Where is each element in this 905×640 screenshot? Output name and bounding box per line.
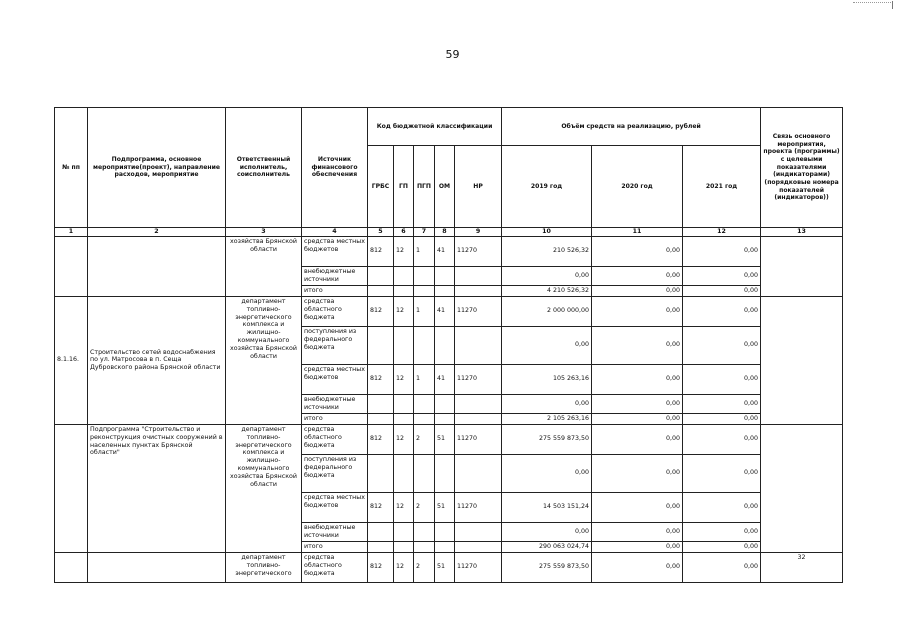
row-executor: хозяйства Брянской области bbox=[226, 236, 302, 296]
code-gp bbox=[394, 394, 414, 413]
code-grbs bbox=[368, 326, 394, 364]
code-grbs bbox=[368, 394, 394, 413]
column-number: 4 bbox=[302, 228, 368, 237]
header-2019: 2019 год bbox=[502, 146, 592, 228]
amount-2021: 0,00 bbox=[683, 266, 761, 285]
code-nr: 11270 bbox=[455, 364, 502, 394]
code-pgp bbox=[414, 454, 435, 492]
code-nr bbox=[455, 266, 502, 285]
column-number: 5 bbox=[368, 228, 394, 237]
column-number: 10 bbox=[502, 228, 592, 237]
header-link: Связь основного мероприятия, проекта (программы) с целевыми показателями (индикаторами) (порядковые номера показателей (индикаторов)) bbox=[761, 108, 843, 228]
code-om: 51 bbox=[435, 492, 455, 522]
code-pgp bbox=[414, 266, 435, 285]
header-2020: 2020 год bbox=[592, 146, 683, 228]
code-grbs: 812 bbox=[368, 492, 394, 522]
code-gp bbox=[394, 285, 414, 296]
amount-2020: 0,00 bbox=[592, 285, 683, 296]
code-nr: 11270 bbox=[455, 296, 502, 326]
header-pgp: ПГП bbox=[414, 146, 435, 228]
amount-2019: 0,00 bbox=[502, 522, 592, 541]
header-nr: НР bbox=[455, 146, 502, 228]
column-number: 1 bbox=[55, 228, 88, 237]
amount-2021: 0,00 bbox=[683, 522, 761, 541]
row-name: Подпрограмма "Строительство и реконструкция очистных сооружений в населенных пунктах Брянской области" bbox=[88, 424, 226, 552]
amount-2020: 0,00 bbox=[592, 522, 683, 541]
amount-2019: 2 105 263,16 bbox=[502, 413, 592, 424]
funding-source: средства областного бюджета bbox=[302, 552, 368, 582]
code-nr bbox=[455, 413, 502, 424]
code-pgp: 2 bbox=[414, 424, 435, 454]
amount-2021: 0,00 bbox=[683, 364, 761, 394]
column-number-row bbox=[55, 228, 843, 237]
code-grbs bbox=[368, 266, 394, 285]
code-pgp bbox=[414, 413, 435, 424]
code-grbs bbox=[368, 285, 394, 296]
code-nr bbox=[455, 522, 502, 541]
table-row bbox=[55, 236, 843, 266]
code-om bbox=[435, 394, 455, 413]
amount-2021: 0,00 bbox=[683, 552, 761, 582]
table-row bbox=[55, 296, 843, 326]
row-number bbox=[55, 236, 88, 296]
code-om bbox=[435, 454, 455, 492]
funding-source: средства местных бюджетов bbox=[302, 236, 368, 266]
amount-2021: 0,00 bbox=[683, 326, 761, 364]
code-om bbox=[435, 326, 455, 364]
indicator-link bbox=[761, 236, 843, 296]
code-nr: 11270 bbox=[455, 492, 502, 522]
code-pgp: 1 bbox=[414, 236, 435, 266]
funding-source: итого bbox=[302, 541, 368, 552]
amount-2020: 0,00 bbox=[592, 296, 683, 326]
code-nr bbox=[455, 394, 502, 413]
funding-source: средства областного бюджета bbox=[302, 424, 368, 454]
amount-2019: 0,00 bbox=[502, 326, 592, 364]
amount-2020: 0,00 bbox=[592, 454, 683, 492]
code-gp bbox=[394, 326, 414, 364]
row-number bbox=[55, 552, 88, 582]
code-om bbox=[435, 285, 455, 296]
code-om bbox=[435, 522, 455, 541]
code-pgp bbox=[414, 285, 435, 296]
amount-2021: 0,00 bbox=[683, 236, 761, 266]
indicator-link bbox=[761, 296, 843, 424]
row-number: 8.1.16. bbox=[55, 296, 88, 424]
column-number: 7 bbox=[414, 228, 435, 237]
header-executor: Ответственный исполнитель, соисполнитель bbox=[226, 108, 302, 228]
code-grbs bbox=[368, 454, 394, 492]
code-nr: 11270 bbox=[455, 236, 502, 266]
code-nr: 11270 bbox=[455, 424, 502, 454]
amount-2020: 0,00 bbox=[592, 541, 683, 552]
table-row bbox=[55, 552, 843, 582]
code-nr bbox=[455, 541, 502, 552]
amount-2019: 2 000 000,00 bbox=[502, 296, 592, 326]
header-volume: Объём средств на реализацию, рублей bbox=[502, 108, 761, 146]
row-name: Строительство сетей водоснабжения по ул. Матросова в п. Сеща Дубровского района Брянской области bbox=[88, 296, 226, 424]
code-nr bbox=[455, 285, 502, 296]
code-om: 41 bbox=[435, 296, 455, 326]
code-om: 51 bbox=[435, 424, 455, 454]
amount-2020: 0,00 bbox=[592, 364, 683, 394]
funding-source: итого bbox=[302, 285, 368, 296]
code-om bbox=[435, 266, 455, 285]
code-gp bbox=[394, 266, 414, 285]
amount-2020: 0,00 bbox=[592, 266, 683, 285]
funding-source: поступления из федерального бюджета bbox=[302, 326, 368, 364]
code-pgp bbox=[414, 394, 435, 413]
code-gp: 12 bbox=[394, 364, 414, 394]
row-executor: департамент топливно-энергетического bbox=[226, 552, 302, 582]
column-number: 12 bbox=[683, 228, 761, 237]
funding-source: средства местных бюджетов bbox=[302, 364, 368, 394]
code-pgp: 2 bbox=[414, 552, 435, 582]
amount-2020: 0,00 bbox=[592, 424, 683, 454]
row-executor: департамент топливно-энергетического комплекса и жилищно-коммунального хозяйства Брянской области bbox=[226, 424, 302, 552]
amount-2020: 0,00 bbox=[592, 552, 683, 582]
amount-2019: 275 559 873,50 bbox=[502, 424, 592, 454]
code-grbs bbox=[368, 541, 394, 552]
code-gp: 12 bbox=[394, 236, 414, 266]
header-grbs: ГРБС bbox=[368, 146, 394, 228]
code-grbs: 812 bbox=[368, 424, 394, 454]
amount-2021: 0,00 bbox=[683, 454, 761, 492]
code-pgp: 1 bbox=[414, 296, 435, 326]
column-number: 13 bbox=[761, 228, 843, 237]
code-gp bbox=[394, 522, 414, 541]
amount-2021: 0,00 bbox=[683, 394, 761, 413]
row-name bbox=[88, 552, 226, 582]
row-name bbox=[88, 236, 226, 296]
code-om bbox=[435, 413, 455, 424]
code-gp bbox=[394, 454, 414, 492]
indicator-link bbox=[761, 424, 843, 552]
code-nr bbox=[455, 454, 502, 492]
column-number: 8 bbox=[435, 228, 455, 237]
code-om bbox=[435, 541, 455, 552]
code-pgp: 1 bbox=[414, 364, 435, 394]
amount-2019: 0,00 bbox=[502, 454, 592, 492]
amount-2021: 0,00 bbox=[683, 492, 761, 522]
code-grbs: 812 bbox=[368, 236, 394, 266]
code-grbs bbox=[368, 522, 394, 541]
scan-corner-mark bbox=[853, 2, 893, 9]
code-gp: 12 bbox=[394, 552, 414, 582]
header-2021: 2021 год bbox=[683, 146, 761, 228]
header-source: Источник финансового обеспечения bbox=[302, 108, 368, 228]
code-grbs: 812 bbox=[368, 364, 394, 394]
amount-2020: 0,00 bbox=[592, 413, 683, 424]
header-subprogram: Подпрограмма, основное мероприятие(проект), направление расходов, мероприятие bbox=[88, 108, 226, 228]
amount-2019: 210 526,32 bbox=[502, 236, 592, 266]
funding-source: средства местных бюджетов bbox=[302, 492, 368, 522]
amount-2019: 0,00 bbox=[502, 266, 592, 285]
column-number: 9 bbox=[455, 228, 502, 237]
column-number: 2 bbox=[88, 228, 226, 237]
code-nr bbox=[455, 326, 502, 364]
column-number: 3 bbox=[226, 228, 302, 237]
code-om: 41 bbox=[435, 364, 455, 394]
amount-2020: 0,00 bbox=[592, 236, 683, 266]
budget-table bbox=[54, 107, 843, 583]
code-grbs: 812 bbox=[368, 296, 394, 326]
code-grbs: 812 bbox=[368, 552, 394, 582]
row-number bbox=[55, 424, 88, 552]
funding-source: поступления из федерального бюджета bbox=[302, 454, 368, 492]
code-pgp: 2 bbox=[414, 492, 435, 522]
column-number: 6 bbox=[394, 228, 414, 237]
amount-2019: 14 503 151,24 bbox=[502, 492, 592, 522]
code-gp: 12 bbox=[394, 492, 414, 522]
code-grbs bbox=[368, 413, 394, 424]
amount-2020: 0,00 bbox=[592, 326, 683, 364]
header-gp: ГП bbox=[394, 146, 414, 228]
amount-2021: 0,00 bbox=[683, 285, 761, 296]
code-om: 41 bbox=[435, 236, 455, 266]
amount-2020: 0,00 bbox=[592, 492, 683, 522]
amount-2021: 0,00 bbox=[683, 541, 761, 552]
amount-2021: 0,00 bbox=[683, 424, 761, 454]
amount-2019: 275 559 873,50 bbox=[502, 552, 592, 582]
column-number: 11 bbox=[592, 228, 683, 237]
code-gp bbox=[394, 413, 414, 424]
table-row bbox=[55, 424, 843, 454]
amount-2019: 105 263,16 bbox=[502, 364, 592, 394]
indicator-link: 32 bbox=[761, 552, 843, 582]
header-num: № пп bbox=[55, 108, 88, 228]
amount-2021: 0,00 bbox=[683, 413, 761, 424]
amount-2019: 4 210 526,32 bbox=[502, 285, 592, 296]
funding-source: итого bbox=[302, 413, 368, 424]
amount-2019: 290 063 024,74 bbox=[502, 541, 592, 552]
funding-source: средства областного бюджета bbox=[302, 296, 368, 326]
page-number: 59 bbox=[445, 48, 460, 61]
funding-source: внебюджетные источники bbox=[302, 266, 368, 285]
code-pgp bbox=[414, 522, 435, 541]
code-pgp bbox=[414, 326, 435, 364]
code-om: 51 bbox=[435, 552, 455, 582]
row-executor: департамент топливно-энергетического комплекса и жилищно-коммунального хозяйства Брянской области bbox=[226, 296, 302, 424]
code-gp bbox=[394, 541, 414, 552]
code-pgp bbox=[414, 541, 435, 552]
header-om: ОМ bbox=[435, 146, 455, 228]
funding-source: внебюджетные источники bbox=[302, 394, 368, 413]
amount-2020: 0,00 bbox=[592, 394, 683, 413]
code-gp: 12 bbox=[394, 296, 414, 326]
amount-2021: 0,00 bbox=[683, 296, 761, 326]
code-nr: 11270 bbox=[455, 552, 502, 582]
header-budget-code: Код бюджетной классификации bbox=[368, 108, 502, 146]
amount-2019: 0,00 bbox=[502, 394, 592, 413]
code-gp: 12 bbox=[394, 424, 414, 454]
funding-source: внебюджетные источники bbox=[302, 522, 368, 541]
